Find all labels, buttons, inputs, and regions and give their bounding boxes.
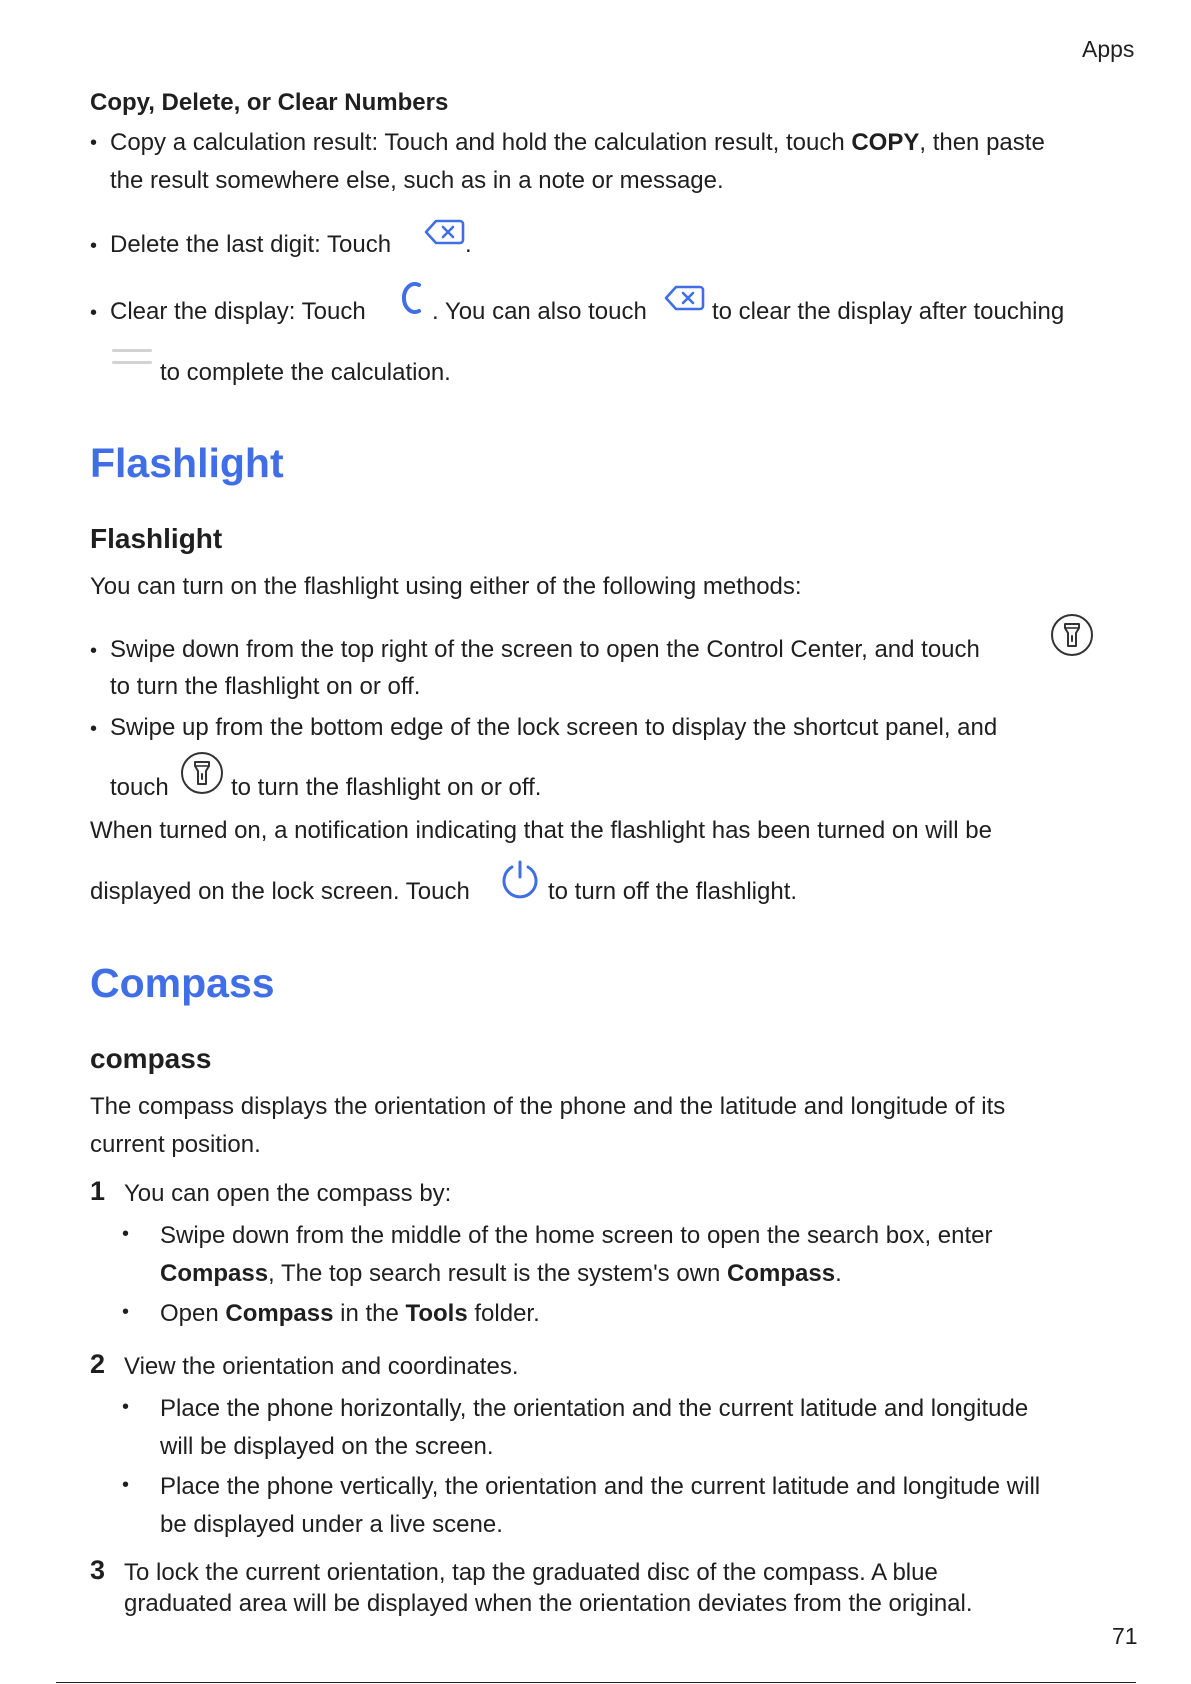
power-icon: [499, 858, 541, 902]
flashlight-bullet2-line2b: to turn the flashlight on or off.: [231, 774, 542, 801]
flashlight-intro: You can turn on the flashlight using either of the following methods:: [90, 573, 802, 600]
step1-bullet1-line1: Swipe down from the middle of the home screen to open the search box, enter: [160, 1222, 993, 1249]
step3-line1: To lock the current orientation, tap the graduated disc of the compass. A blue: [124, 1559, 938, 1586]
running-header: Apps: [1082, 36, 1135, 62]
copy-bullet-line2: the result somewhere else, such as in a note or message.: [110, 167, 724, 194]
backspace-icon: [663, 283, 705, 313]
bullet-dot: •: [122, 1301, 130, 1323]
compass-title: Compass: [90, 960, 275, 1006]
bullet-dot: •: [90, 718, 98, 740]
flashlight-bullet2-line2a: touch: [110, 774, 169, 801]
delete-bullet-text: Delete the last digit: Touch: [110, 231, 392, 258]
bullet-dot: •: [90, 132, 98, 154]
flashlight-para-line2b: to turn off the flashlight.: [548, 878, 798, 905]
flashlight-icon: [1050, 613, 1094, 657]
step2-text: View the orientation and coordinates.: [124, 1353, 519, 1380]
flashlight-para-line1: When turned on, a notification indicating that the flashlight has been turned on will be: [90, 817, 992, 844]
clear-bullet-text-a: Clear the display: Touch: [110, 298, 366, 325]
flashlight-icon: [180, 751, 224, 795]
flashlight-bullet1-line1: Swipe down from the top right of the screen to open the Control Center, and touch: [110, 636, 980, 663]
step2-bullet1-line1: Place the phone horizontally, the orientation and the current latitude and longitude: [160, 1395, 1029, 1422]
step-number: 1: [90, 1176, 106, 1206]
copy-bullet-line1: Copy a calculation result: Touch and hold the calculation result, touch COPY, then paste: [110, 129, 1045, 156]
flashlight-para-line2a: displayed on the lock screen. Touch: [90, 878, 470, 905]
bullet-dot: •: [90, 640, 98, 662]
step3-line2: graduated area will be displayed when the orientation deviates from the original.: [124, 1590, 973, 1617]
bullet-dot: •: [90, 235, 98, 257]
bullet-dot: •: [122, 1223, 130, 1245]
compass-intro-line1: The compass displays the orientation of the phone and the latitude and longitude of its: [90, 1093, 1006, 1120]
backspace-icon: [423, 217, 465, 247]
step1-bullet1-line2: Compass, The top search result is the system's own Compass.: [160, 1260, 842, 1287]
flashlight-subheading: Flashlight: [90, 523, 223, 554]
clear-bullet-text-b: . You can also touch: [432, 298, 647, 325]
step2-bullet2-line2: be displayed under a live scene.: [160, 1511, 503, 1538]
clear-c-icon: [394, 276, 424, 320]
compass-intro-line2: current position.: [90, 1131, 261, 1158]
footer-divider: [56, 1682, 1136, 1683]
bullet-dot: •: [90, 302, 98, 324]
clear-bullet-text-d: to complete the calculation.: [160, 359, 451, 386]
step1-text: You can open the compass by:: [124, 1180, 452, 1207]
delete-bullet-period: .: [465, 231, 472, 258]
bullet-dot: •: [122, 1396, 130, 1418]
step-number: 3: [90, 1555, 106, 1585]
page-number: 71: [1112, 1623, 1138, 1649]
flashlight-bullet1-line2: to turn the flashlight on or off.: [110, 673, 421, 700]
bullet-dot: •: [122, 1474, 130, 1496]
copy-section-heading: Copy, Delete, or Clear Numbers: [90, 89, 449, 116]
step2-bullet1-line2: will be displayed on the screen.: [160, 1433, 494, 1460]
flashlight-title: Flashlight: [90, 440, 284, 486]
equals-icon: [111, 346, 153, 368]
clear-bullet-text-c: to clear the display after touching: [712, 298, 1065, 325]
step-number: 2: [90, 1349, 106, 1379]
step2-bullet2-line1: Place the phone vertically, the orientation and the current latitude and longitude will: [160, 1473, 1041, 1500]
step1-bullet2: Open Compass in the Tools folder.: [160, 1300, 540, 1327]
compass-subheading: compass: [90, 1043, 212, 1074]
flashlight-bullet2-line1: Swipe up from the bottom edge of the lock screen to display the shortcut panel, and: [110, 714, 998, 741]
